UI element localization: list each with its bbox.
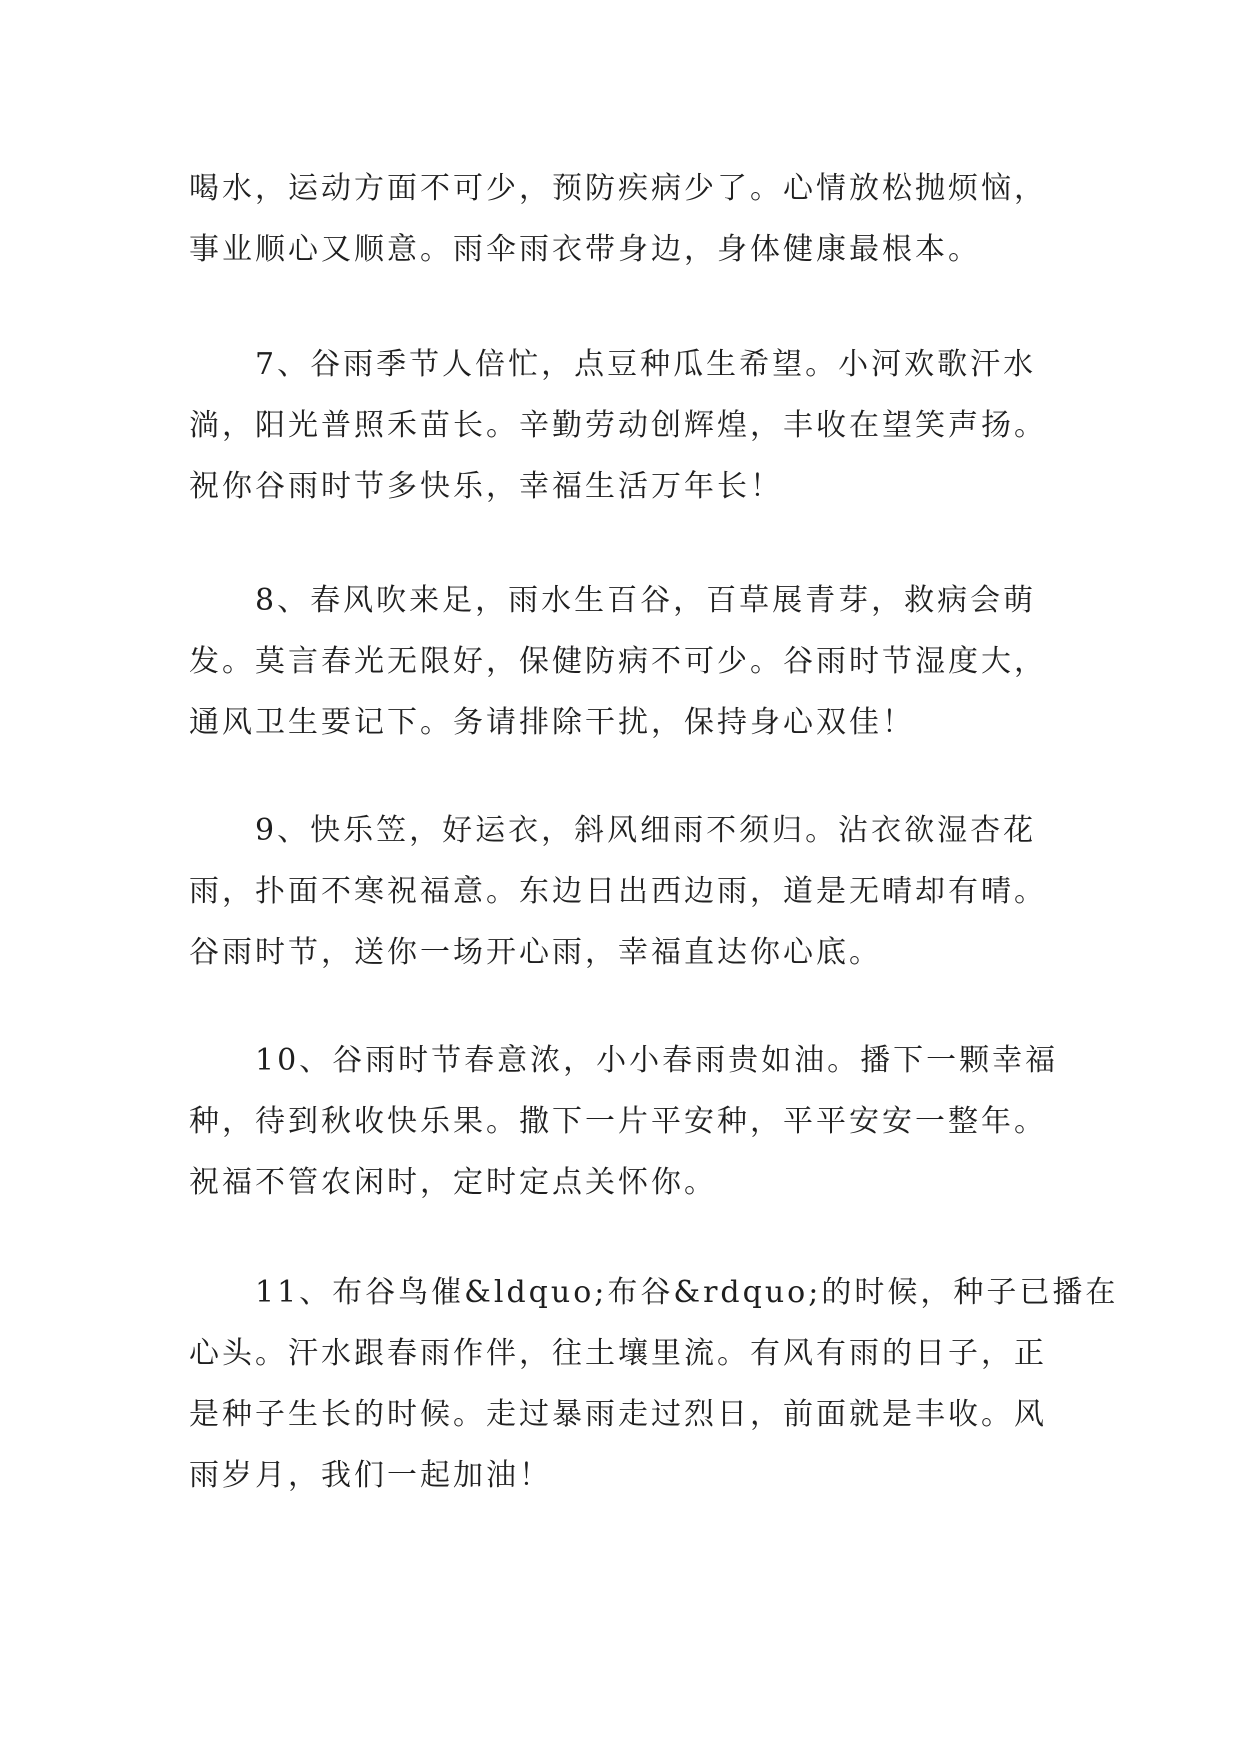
text-line: 事业顺心又顺意。雨伞雨衣带身边，身体健康最根本。 bbox=[189, 232, 981, 267]
text-line: 祝福不管农闲时，定时定点关怀你。 bbox=[189, 1165, 717, 1200]
text-line: 淌，阳光普照禾苗长。辛勤劳动创辉煌，丰收在望笑声扬。 bbox=[189, 408, 1047, 443]
paragraph bbox=[189, 158, 1069, 280]
text-line: 8、春风吹来足，雨水生百谷，百草展青芽，救病会萌 bbox=[255, 583, 1037, 618]
text-line: 心头。汗水跟春雨作伴，往土壤里流。有风有雨的日子，正 bbox=[189, 1336, 1047, 1371]
text-line: 7、谷雨季节人倍忙，点豆种瓜生希望。小河欢歌汗水 bbox=[255, 347, 1037, 382]
paragraph bbox=[189, 570, 1069, 753]
text-line: 是种子生长的时候。走过暴雨走过烈日，前面就是丰收。风 bbox=[189, 1397, 1047, 1432]
text-line: 雨岁月，我们一起加油！ bbox=[189, 1458, 552, 1493]
paragraph bbox=[189, 800, 1069, 983]
text-line: 11、布谷鸟催&ldquo;布谷&rdquo;的时候，种子已播在 bbox=[255, 1275, 1119, 1310]
paragraph bbox=[189, 1262, 1119, 1506]
text-line: 喝水，运动方面不可少，预防疾病少了。心情放松抛烦恼， bbox=[189, 171, 1047, 206]
text-line: 通风卫生要记下。务请排除干扰，保持身心双佳！ bbox=[189, 705, 915, 740]
text-line: 谷雨时节，送你一场开心雨，幸福直达你心底。 bbox=[189, 935, 882, 970]
paragraph bbox=[189, 1030, 1069, 1213]
text-line: 10、谷雨时节春意浓，小小春雨贵如油。播下一颗幸福 bbox=[255, 1043, 1059, 1078]
paragraph bbox=[189, 334, 1069, 517]
text-line: 祝你谷雨时节多快乐，幸福生活万年长！ bbox=[189, 469, 783, 504]
text-line: 雨，扑面不寒祝福意。东边日出西边雨，道是无晴却有晴。 bbox=[189, 874, 1047, 909]
text-line: 发。莫言春光无限好，保健防病不可少。谷雨时节湿度大， bbox=[189, 644, 1047, 679]
text-line: 种，待到秋收快乐果。撒下一片平安种，平平安安一整年。 bbox=[189, 1104, 1047, 1139]
text-line: 9、快乐笠，好运衣，斜风细雨不须归。沾衣欲湿杏花 bbox=[255, 813, 1037, 848]
